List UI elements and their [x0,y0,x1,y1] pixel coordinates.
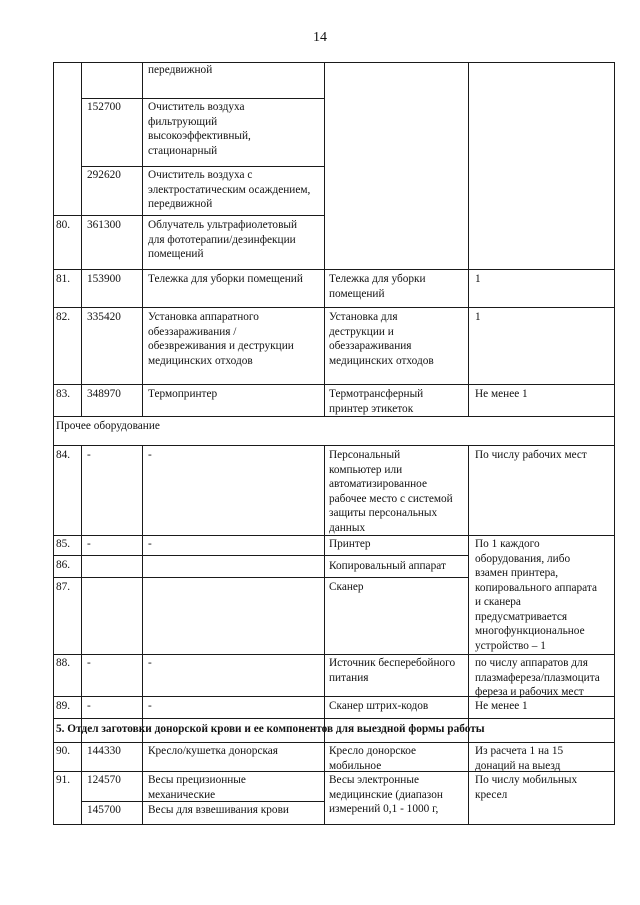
table-border-right [614,62,615,825]
table-cell-name: Очиститель воздуха фильтрующий высокоэффективный, стационарный [148,101,251,157]
table-cell-name: - [148,657,152,669]
table-cell-equipment: Кресло донорское мобильное [329,745,417,772]
table-cell-number: 83. [56,388,71,400]
table-cell-code: 335420 [87,311,121,323]
row-divider [53,742,615,743]
table-cell-code: 145700 [87,804,121,816]
table-cell-code: - [87,700,91,712]
table-cell-name: Весы для взвешивания крови [148,804,289,816]
table-cell-quantity: 1 [475,311,481,323]
table-cell-number: 87. [56,581,71,593]
table-cell-quantity: По числу рабочих мест [475,449,587,461]
row-divider [53,718,615,719]
table-cell-name: Тележка для уборки помещений [148,273,303,285]
column-divider [142,742,143,825]
column-divider [142,445,143,742]
table-cell-code: - [87,538,91,550]
section-heading: Прочее оборудование [56,420,160,432]
column-divider [81,445,82,742]
table-cell-number: 89. [56,700,71,712]
column-divider [81,62,82,416]
table-cell-quantity: по числу аппаратов для плазмафереза/плазмоцита фереза и рабочих мест [475,657,600,698]
table-cell-code: 124570 [87,774,121,786]
equipment-table [53,62,615,825]
table-cell-code: - [87,657,91,669]
table-cell-name: - [148,538,152,550]
row-divider [53,416,615,417]
table-cell-code: - [87,449,91,461]
table-cell-quantity: Из расчета 1 на 15 донаций на выезд [475,745,564,772]
table-cell-equipment: Весы электронные медицинские (диапазон измерений 0,1 - 1000 г, [329,774,443,815]
column-divider [324,62,325,416]
table-cell-name: передвижной [148,64,213,76]
table-border-left [53,62,54,825]
table-cell-equipment: Принтер [329,538,371,550]
row-divider [81,98,324,99]
table-cell-equipment: Тележка для уборки помещений [329,273,426,300]
table-cell-number: 80. [56,219,71,231]
table-cell-equipment: Персональный компьютер или автоматизированное рабочее место с системой защиты персональных данных [329,449,453,534]
row-divider [53,555,468,556]
table-cell-code: 144330 [87,745,121,757]
table-cell-code: 153900 [87,273,121,285]
table-border-bottom [53,824,615,825]
table-cell-name: Очиститель воздуха с электростатическим осаждением, передвижной [148,169,311,210]
table-cell-equipment: Сканер [329,581,364,593]
table-cell-code: 152700 [87,101,121,113]
table-cell-name: Весы прецизионные механические [148,774,246,801]
table-cell-quantity-merged: По 1 каждого оборудования, либо взамен принтера, копировального аппарата и сканера предусматривается многофункциональное устройство – 1 [475,538,597,652]
row-divider [53,654,615,655]
row-divider [53,577,468,578]
table-cell-quantity: По числу мобильных кресел [475,774,578,801]
table-cell-equipment: Сканер штрих-кодов [329,700,429,712]
table-cell-quantity: 1 [475,273,481,285]
row-divider [53,307,615,308]
table-cell-number: 86. [56,559,71,571]
column-divider [468,742,469,825]
row-divider [53,269,615,270]
table-cell-number: 85. [56,538,71,550]
table-cell-equipment: Копировальный аппарат [329,560,446,572]
row-divider [53,445,615,446]
table-cell-code: 292620 [87,169,121,181]
table-cell-code: 348970 [87,388,121,400]
column-divider [468,445,469,742]
table-cell-number: 88. [56,657,71,669]
table-cell-number: 84. [56,449,71,461]
table-cell-quantity: Не менее 1 [475,700,528,712]
table-cell-name: - [148,449,152,461]
table-cell-code: 361300 [87,219,121,231]
table-cell-quantity: Не менее 1 [475,388,528,400]
table-border-top [53,62,615,63]
row-divider [81,166,324,167]
table-cell-number: 91. [56,774,71,786]
section-heading: 5. Отдел заготовки донорской крови и ее компонентов для выездной формы работы [56,723,485,735]
page-number: 14 [313,30,327,45]
column-divider [81,742,82,825]
table-cell-name: Установка аппаратного обеззараживания / обезвреживания и деструкции медицинских отходов [148,311,294,367]
table-cell-name: - [148,700,152,712]
table-cell-equipment: Термотрансферный принтер этикеток [329,388,424,415]
table-cell-number: 82. [56,311,71,323]
column-divider [468,62,469,416]
table-cell-name: Кресло/кушетка донорская [148,745,278,757]
column-divider [324,445,325,742]
table-cell-number: 90. [56,745,71,757]
table-cell-equipment: Установка для деструкции и обеззараживания медицинских отходов [329,311,434,367]
column-divider [324,742,325,825]
table-cell-equipment: Источник бесперебойного питания [329,657,456,684]
row-divider [53,384,615,385]
table-cell-name: Термопринтер [148,388,218,400]
table-cell-name: Облучатель ультрафиолетовый для фототерапии/дезинфекции помещений [148,219,298,260]
row-divider [53,215,324,216]
row-divider [53,535,615,536]
table-cell-number: 81. [56,273,71,285]
column-divider [142,62,143,416]
